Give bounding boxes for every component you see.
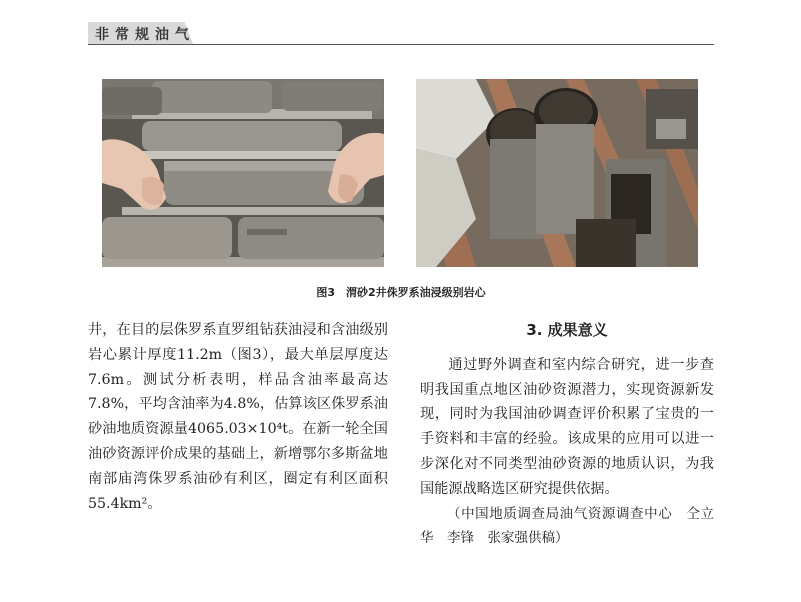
journal-section-title: 非常规油气 <box>95 27 195 43</box>
figure-caption: 图3 渭砂2井侏罗系油浸级别岩心 <box>316 286 486 299</box>
author-credit: （中国地质调查局油气资源调查中心 仝立华 李锋 张家强供稿） <box>420 505 714 546</box>
left-column-paragraph: 井，在目的层侏罗系直罗组钻获油浸和含油级别岩心累计厚度11.2m（图3），最大单层厚度达7.6m。测试分析表明，样品含油率最高达7.8%，平均含油率为4.8%，估算该区侏罗系油砂油地质资源量4065.03×10⁴t。在新一轮全国油砂资源评价成果的基础上，新增鄂尔多斯盆地南部庙湾侏罗系油砂有利区，圈定有利区面积55.4km²。 <box>88 322 388 512</box>
running-header <box>0 22 801 48</box>
right-column <box>420 318 714 550</box>
core-photo-right <box>416 79 698 267</box>
core-photo-left <box>102 79 384 267</box>
right-column-paragraph: 通过野外调查和室内综合研究，进一步查明我国重点地区油砂资源潜力，实现资源新发现，同时为我国油砂调查评价积累了宝贵的一手资料和丰富的经验。该成果的应用可以进一步深化对不同类型油砂资源的地质认识，为我国能源战略选区研究提供依据。 <box>420 356 714 497</box>
header-rule <box>88 44 714 45</box>
section-title: 3. 成果意义 <box>526 321 608 339</box>
left-column <box>88 318 388 516</box>
